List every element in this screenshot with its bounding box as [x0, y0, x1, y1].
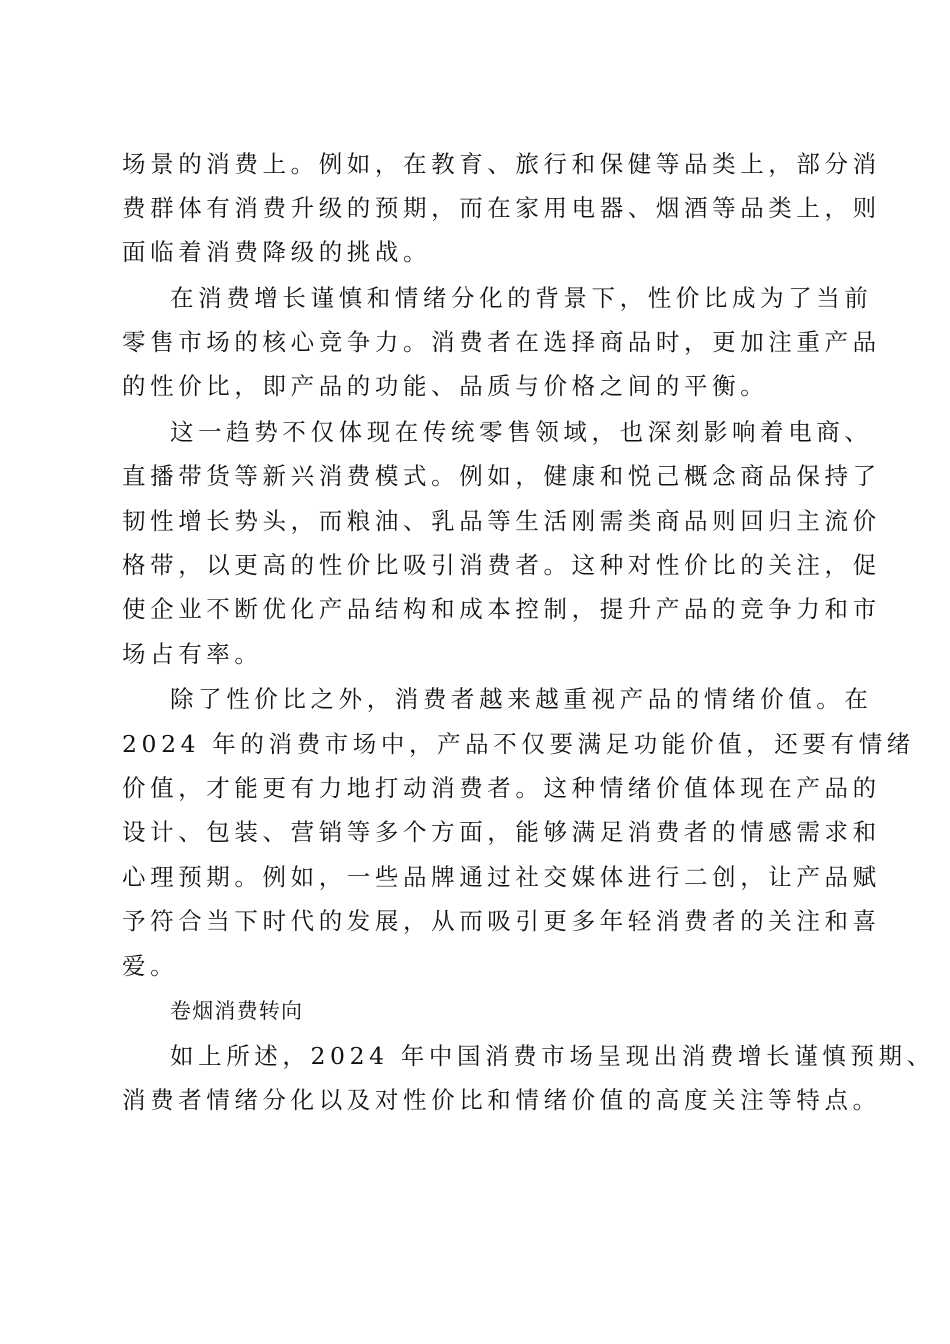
paragraph-line: 设计、包装、营销等多个方面，能够满足消费者的情感需求和: [122, 818, 881, 846]
paragraph-line: 除了性价比之外，消费者越来越重视产品的情绪价值。在: [170, 685, 873, 713]
paragraph-line: 在消费增长谨慎和情绪分化的背景下，性价比成为了当前: [170, 284, 873, 312]
paragraph-line: 直播带货等新兴消费模式。例如，健康和悦己概念商品保持了: [122, 462, 881, 490]
paragraph-line: 如上所述，2024 年中国消费市场呈现出消费增长谨慎预期、: [170, 1042, 935, 1070]
paragraph-line: 费群体有消费升级的预期，而在家用电器、烟酒等品类上，则: [122, 194, 881, 222]
paragraph-line: 格带，以更高的性价比吸引消费者。这种对性价比的关注，促: [122, 551, 881, 579]
paragraph-line: 价值，才能更有力地打动消费者。这种情绪价值体现在产品的: [122, 774, 881, 802]
paragraph-line: 心理预期。例如，一些品牌通过社交媒体进行二创，让产品赋: [122, 863, 881, 891]
paragraph-line: 2024 年的消费市场中，产品不仅要满足功能价值，还要有情绪: [122, 730, 915, 758]
paragraph-line: 这一趋势不仅体现在传统零售领域，也深刻影响着电商、: [170, 418, 873, 446]
paragraph-line: 场占有率。: [122, 640, 263, 668]
paragraph-line: 韧性增长势头，而粮油、乳品等生活刚需类商品则回归主流价: [122, 507, 881, 535]
paragraph-line: 爱。: [122, 952, 179, 980]
paragraph-line: 使企业不断优化产品结构和成本控制，提升产品的竞争力和市: [122, 595, 881, 623]
paragraph-line: 面临着消费降级的挑战。: [122, 238, 432, 266]
paragraph-line: 予符合当下时代的发展，从而吸引更多年轻消费者的关注和喜: [122, 907, 881, 935]
paragraph-line: 消费者情绪分化以及对性价比和情绪价值的高度关注等特点。: [122, 1086, 881, 1114]
paragraph-line: 的性价比，即产品的功能、品质与价格之间的平衡。: [122, 372, 769, 400]
paragraph-line: 场景的消费上。例如，在教育、旅行和保健等品类上，部分消: [122, 150, 881, 178]
section-heading: 卷烟消费转向: [170, 999, 304, 1023]
paragraph-line: 零售市场的核心竞争力。消费者在选择商品时，更加注重产品: [122, 328, 881, 356]
